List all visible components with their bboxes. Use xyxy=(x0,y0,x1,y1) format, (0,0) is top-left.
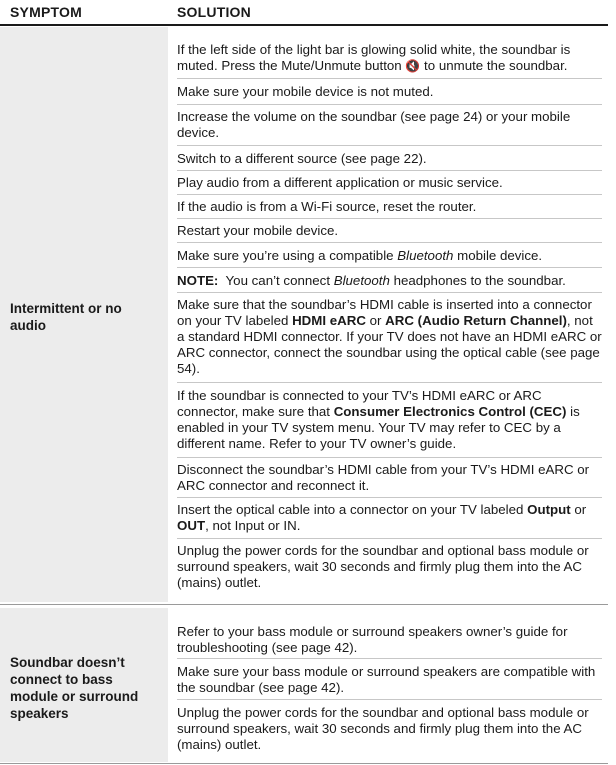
solution-item: Play audio from a different application or music service. xyxy=(177,175,503,190)
solution-item: Increase the volume on the soundbar (see page 24) or your mobile device. xyxy=(177,109,571,140)
table-header xyxy=(0,0,608,26)
solution-divider xyxy=(177,170,602,171)
solution-column-header: SOLUTION xyxy=(177,4,251,20)
solution-item: If the left side of the light bar is glowing solid white, the soundbar is muted. Press the Mute/Unmute button 🔇 to unmute the soundbar. xyxy=(177,42,571,73)
symptom-label: Intermittent or no audio xyxy=(10,301,122,333)
solution-item: If the soundbar is connected to your TV’s HDMI eARC or ARC connector, make sure that Consumer Electronics Control (CEC) is enabled in your TV system menu. Your TV may refer to CEC by a different name. Refer to your TV owner’s guide. xyxy=(177,388,580,451)
solution-item: Make sure your bass module or surround speakers are compatible with the soundbar (see page 42). xyxy=(177,664,596,695)
row-divider xyxy=(0,604,608,605)
solution-item: Make sure you’re using a compatible Bluetooth mobile device. xyxy=(177,248,543,263)
solution-item: Disconnect the soundbar’s HDMI cable from your TV’s HDMI eARC or ARC connector and reconnect it. xyxy=(177,462,590,493)
solution-item: Switch to a different source (see page 22). xyxy=(177,151,427,166)
solution-divider xyxy=(177,267,602,268)
solution-item: Make sure your mobile device is not muted. xyxy=(177,84,434,99)
solution-divider xyxy=(177,382,602,383)
note-item: NOTE: You can’t connect Bluetooth headphones to the soundbar. xyxy=(177,273,566,288)
solution-divider xyxy=(177,292,602,293)
solution-divider xyxy=(177,242,602,243)
solution-item: Restart your mobile device. xyxy=(177,223,339,238)
solution-item: Unplug the power cords for the soundbar and optional bass module or surround speakers, wait 30 seconds and firmly plug them into the AC (mains) outlet. xyxy=(177,705,589,752)
symptom-label: Soundbar doesn’t connect to bass module or surround speakers xyxy=(10,655,139,721)
solution-divider xyxy=(177,658,602,659)
symptom-cell xyxy=(0,608,168,762)
solution-item: Refer to your bass module or surround speakers owner’s guide for troubleshooting (see page 42). xyxy=(177,624,568,655)
mute-icon: 🔇 xyxy=(405,59,421,73)
solution-divider xyxy=(177,194,602,195)
solution-divider xyxy=(177,457,602,458)
solution-item: If the audio is from a Wi-Fi source, reset the router. xyxy=(177,199,477,214)
solution-divider xyxy=(177,497,602,498)
solution-item: Make sure that the soundbar’s HDMI cable is inserted into a connector on your TV labeled HDMI eARC or ARC (Audio Return Channel), not a standard HDMI connector. If your TV does not have an HDMI eARC or ARC connector, connect the soundbar using the optical cable (see page 54). xyxy=(177,297,602,376)
table-bottom-border xyxy=(0,763,608,764)
solution-divider xyxy=(177,78,602,79)
symptom-cell xyxy=(0,27,168,602)
symptom-column-header: SYMPTOM xyxy=(10,4,82,20)
solution-divider xyxy=(177,538,602,539)
solution-divider xyxy=(177,145,602,146)
solution-divider xyxy=(177,699,602,700)
solution-divider xyxy=(177,104,602,105)
solution-divider xyxy=(177,218,602,219)
solution-item: Unplug the power cords for the soundbar and optional bass module or surround speakers, wait 30 seconds and firmly plug them into the AC (mains) outlet. xyxy=(177,543,589,590)
solution-item: Insert the optical cable into a connector on your TV labeled Output or OUT, not Input or IN. xyxy=(177,502,587,533)
